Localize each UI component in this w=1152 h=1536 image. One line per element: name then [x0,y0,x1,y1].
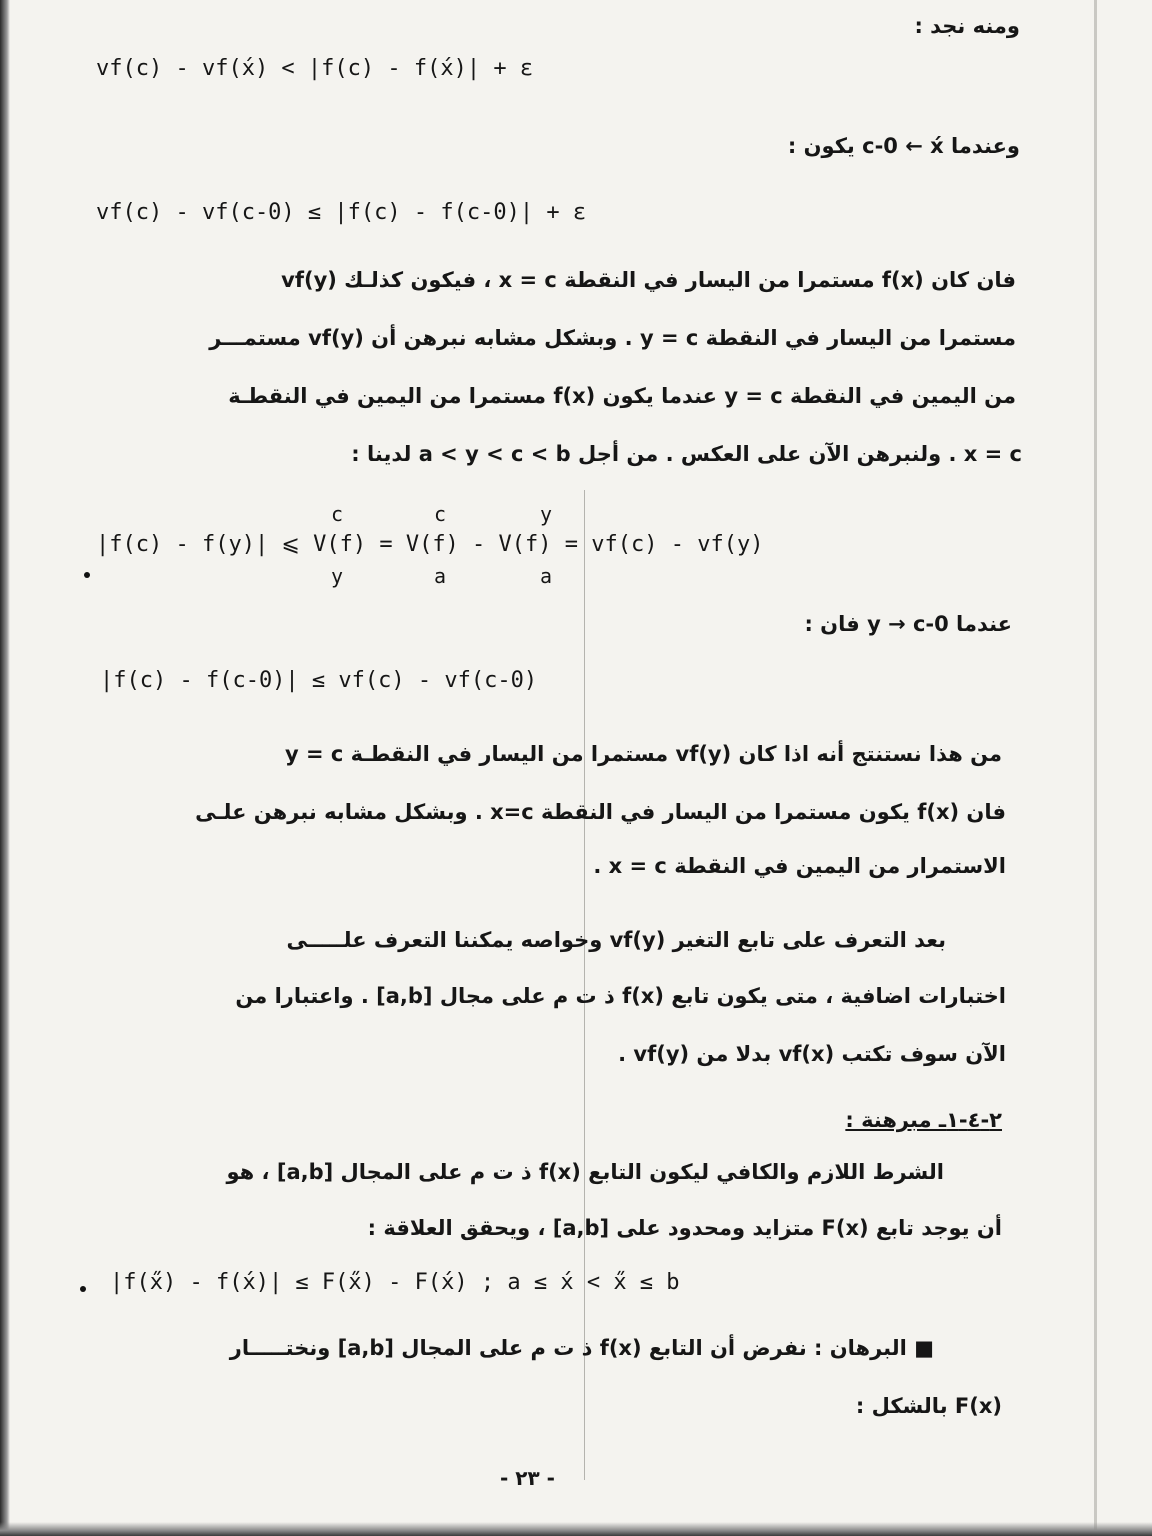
limit-lower-1: y [331,564,344,588]
text-line-11: بعد التعرف على تابع التغير vf(y) وخواصه يمكننا التعرف علـــــى [286,928,946,952]
text-line-9: فان f(x) يكون مستمرا من اليسار في النقطة x=c . وبشكل مشابه نبرهن علـى [195,800,1006,824]
scan-bottom-edge [0,1522,1152,1536]
equation-1: vf(c) - vf(x́) < |f(c) - f(x́)| + ε [96,56,534,81]
equation-2: vf(c) - vf(c-0) ≤ |f(c) - f(c-0)| + ε [96,200,587,225]
limit-upper-1: c [331,502,344,526]
text-line-13: الآن سوف تكتب vf(x) بدلا من vf(y) . [618,1042,1006,1066]
text-line-14: الشرط اللازم والكافي ليكون التابع f(x) ذ ت م على المجال [a,b] ، هو [226,1160,944,1184]
text-line-16: ■ البرهان : نفرض أن التابع f(x) ذ ت م على المجال [a,b] ونختـــــار [229,1336,934,1360]
text-line-3: فان كان f(x) مستمرا من اليسار في النقطة x = c ، فيكون كذلـك vf(y) [281,268,1016,292]
text-line-1: ومنه نجد : [914,14,1020,38]
margin-dot [84,572,90,578]
theorem-heading: ٢-٤-١ـ مبرهنة : [845,1108,1002,1132]
text-line-12: اختبارات اضافية ، متى يكون تابع f(x) ذ ت م على مجال [a,b] . واعتبارا من [235,984,1006,1008]
limit-lower-2: a [434,564,447,588]
limit-upper-2: c [434,502,447,526]
limit-lower-3: a [540,564,553,588]
text-line-2: وعندما c-0 ← x́ يكون : [787,134,1020,158]
text-line-10: الاستمرار من اليمين في النقطة x = c . [593,854,1006,878]
equation-5: |f(x̋) - f(x́)| ≤ F(x̋) - F(x́) ; a ≤ x́ < x̋ ≤ b [110,1270,680,1295]
text-line-17: F(x) بالشكل : [855,1394,1002,1418]
text-line-6: x = c . ولنبرهن الآن على العكس . من أجل a < y < c < b لدينا : [351,442,1022,466]
scan-left-edge [0,0,10,1536]
margin-dot-2 [80,1286,86,1292]
scan-right-edge [1094,0,1097,1536]
equation-3: |f(c) - f(y)| ⩽ V(f) = V(f) - V(f) = vf(c) - vf(y) [96,532,764,557]
page-number: - ٢٣ - [500,1466,555,1490]
text-line-5: من اليمين في النقطة y = c عندما يكون f(x) مستمرا من اليمين في النقطـة [228,384,1016,408]
text-line-8: من هذا نستنتج أنه اذا كان vf(y) مستمرا من اليسار في النقطـة y = c [284,742,1002,766]
text-line-15: أن يوجد تابع F(x) متزايد ومحدود على [a,b] ، ويحقق العلاقة : [367,1216,1002,1240]
text-line-7: عندما y → c-0 فان : [804,612,1012,636]
text-line-4: مستمرا من اليسار في النقطة y = c . وبشكل مشابه نبرهن أن vf(y) مستمـــر [209,326,1016,350]
limit-upper-3: y [540,502,553,526]
equation-4: |f(c) - f(c-0)| ≤ vf(c) - vf(c-0) [100,668,538,693]
